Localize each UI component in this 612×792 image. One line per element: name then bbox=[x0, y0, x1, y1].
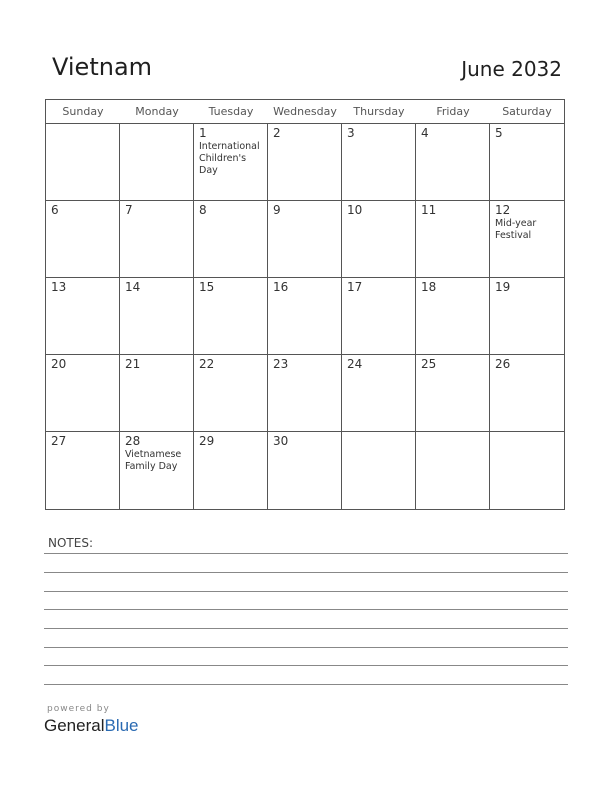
day-number: 8 bbox=[199, 203, 207, 217]
day-number: 25 bbox=[421, 357, 437, 371]
day-number: 28 bbox=[125, 434, 141, 448]
weekday-header: Wednesday bbox=[268, 100, 342, 124]
weekday-header: Tuesday bbox=[194, 100, 268, 124]
day-cell bbox=[268, 278, 342, 355]
day-number: 18 bbox=[421, 280, 437, 294]
notes-line bbox=[44, 553, 568, 554]
day-cell bbox=[194, 355, 268, 432]
day-number: 4 bbox=[421, 126, 429, 140]
day-cell bbox=[120, 432, 194, 509]
day-cell bbox=[342, 124, 416, 201]
notes-line bbox=[44, 609, 568, 610]
day-number: 2 bbox=[273, 126, 281, 140]
day-cell bbox=[46, 201, 120, 278]
day-cell bbox=[490, 355, 564, 432]
day-cell bbox=[268, 201, 342, 278]
calendar-month-title: June 2032 bbox=[461, 57, 562, 81]
generalblue-logo bbox=[44, 716, 139, 736]
day-number: 5 bbox=[495, 126, 503, 140]
day-cell bbox=[268, 355, 342, 432]
day-number: 13 bbox=[51, 280, 67, 294]
holiday-label: International Children's Day bbox=[199, 141, 260, 176]
day-number: 6 bbox=[51, 203, 59, 217]
day-number: 16 bbox=[273, 280, 289, 294]
day-cell bbox=[120, 124, 194, 201]
day-cell bbox=[416, 278, 490, 355]
day-cell bbox=[342, 355, 416, 432]
day-cell bbox=[416, 124, 490, 201]
weekday-header: Friday bbox=[416, 100, 490, 124]
day-number: 22 bbox=[199, 357, 215, 371]
day-cell bbox=[268, 432, 342, 509]
day-number: 23 bbox=[273, 357, 289, 371]
day-cell bbox=[120, 355, 194, 432]
day-number: 12 bbox=[495, 203, 511, 217]
brand-general: General bbox=[44, 716, 105, 735]
day-number: 26 bbox=[495, 357, 511, 371]
day-cell bbox=[46, 355, 120, 432]
holiday-label: Vietnamese Family Day bbox=[125, 449, 182, 472]
weekday-header: Saturday bbox=[490, 100, 564, 124]
holiday-label: Mid-year Festival bbox=[495, 218, 537, 241]
notes-line bbox=[44, 647, 568, 648]
day-cell bbox=[268, 124, 342, 201]
day-cell bbox=[46, 278, 120, 355]
day-cell bbox=[194, 278, 268, 355]
day-number: 17 bbox=[347, 280, 363, 294]
day-number: 27 bbox=[51, 434, 67, 448]
day-number: 29 bbox=[199, 434, 215, 448]
day-cell bbox=[490, 124, 564, 201]
notes-line bbox=[44, 628, 568, 629]
calendar-grid bbox=[45, 99, 565, 510]
day-cell bbox=[46, 124, 120, 201]
notes-label: NOTES: bbox=[48, 536, 93, 550]
calendar-country-title: Vietnam bbox=[52, 53, 153, 81]
day-cell bbox=[416, 355, 490, 432]
weekday-header: Thursday bbox=[342, 100, 416, 124]
day-cell bbox=[120, 278, 194, 355]
day-cell bbox=[342, 201, 416, 278]
day-cell bbox=[194, 201, 268, 278]
day-number: 7 bbox=[125, 203, 133, 217]
day-number: 9 bbox=[273, 203, 281, 217]
day-number: 10 bbox=[347, 203, 363, 217]
day-number: 15 bbox=[199, 280, 215, 294]
day-cell bbox=[416, 201, 490, 278]
day-number: 21 bbox=[125, 357, 141, 371]
day-number: 20 bbox=[51, 357, 67, 371]
day-cell bbox=[416, 432, 490, 509]
day-number: 1 bbox=[199, 126, 207, 140]
day-number: 24 bbox=[347, 357, 363, 371]
notes-line bbox=[44, 572, 568, 573]
day-number: 30 bbox=[273, 434, 289, 448]
day-number: 3 bbox=[347, 126, 355, 140]
weekday-header: Sunday bbox=[46, 100, 120, 124]
day-cell bbox=[194, 124, 268, 201]
powered-by-text: powered by bbox=[47, 704, 110, 714]
day-cell bbox=[342, 432, 416, 509]
notes-line bbox=[44, 591, 568, 592]
weekday-header: Monday bbox=[120, 100, 194, 124]
day-number: 11 bbox=[421, 203, 437, 217]
day-cell bbox=[490, 201, 564, 278]
day-cell bbox=[194, 432, 268, 509]
day-number: 19 bbox=[495, 280, 511, 294]
notes-line bbox=[44, 665, 568, 666]
day-cell bbox=[342, 278, 416, 355]
day-cell bbox=[46, 432, 120, 509]
notes-line bbox=[44, 684, 568, 685]
day-cell bbox=[120, 201, 194, 278]
day-cell bbox=[490, 432, 564, 509]
day-cell bbox=[490, 278, 564, 355]
day-number: 14 bbox=[125, 280, 141, 294]
brand-blue: Blue bbox=[104, 716, 139, 735]
